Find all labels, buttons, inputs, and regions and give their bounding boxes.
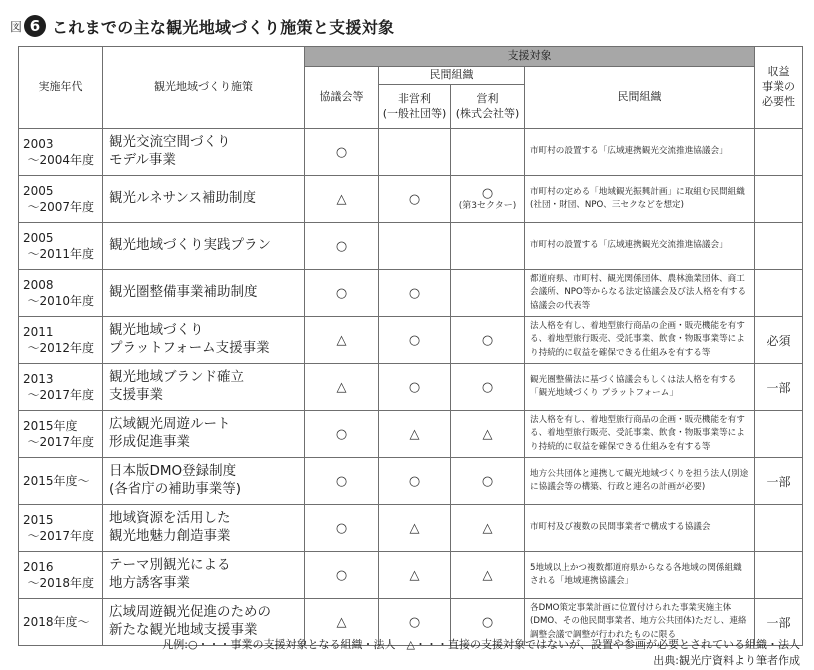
- cell-nonprofit: ○: [379, 458, 451, 505]
- cell-private-org: 市町村の設置する「広域連携観光交流推進協議会」: [525, 223, 755, 270]
- cell-revenue-need: 一部: [755, 599, 803, 646]
- cell-nonprofit: △: [379, 505, 451, 552]
- year-start: 2018年度～: [23, 614, 90, 629]
- profit-mark: ○: [481, 473, 494, 489]
- year-start: 2015年度～: [23, 473, 90, 488]
- cell-policy: [103, 317, 305, 364]
- cell-revenue-need: [755, 505, 803, 552]
- cell-profit: [451, 176, 525, 223]
- policy-line-1: 観光ルネサンス補助制度: [109, 190, 257, 207]
- policy-line-2: 観光地魅力創造事業: [109, 528, 231, 544]
- figure-number-badge: 6: [24, 15, 46, 37]
- policy-line-2: 地方誘客事業: [109, 575, 190, 591]
- header-revenue-l2: 事業の: [762, 80, 795, 94]
- cell-profit: [451, 411, 525, 458]
- cell-nonprofit: ○: [379, 176, 451, 223]
- cell-private-org: 5地域以上かつ複数都道府県からなる各地域の関係組織される「地域連携協議会」: [525, 552, 755, 599]
- profit-mark: △: [482, 426, 493, 442]
- policy-line-1: 観光地域ブランド確立: [109, 369, 244, 386]
- cell-year: [19, 552, 103, 599]
- year-start: 2015年度: [23, 418, 78, 433]
- cell-revenue-need: [755, 223, 803, 270]
- cell-policy: [103, 176, 305, 223]
- cell-nonprofit: ○: [379, 599, 451, 646]
- table-row: [19, 552, 803, 599]
- year-start: 2016: [23, 559, 54, 574]
- cell-nonprofit: ○: [379, 364, 451, 411]
- figure-title-text: これまでの主な観光地域づくり施策と支援対象: [52, 17, 395, 37]
- year-end: ～2007年度: [27, 200, 94, 214]
- year-end: ～2004年度: [27, 153, 94, 167]
- table-row: [19, 364, 803, 411]
- cell-year: [19, 458, 103, 505]
- header-council: 協議会等: [305, 67, 379, 129]
- policy-table: [18, 46, 803, 646]
- cell-year: [19, 411, 103, 458]
- header-revenue-l3: 必要性: [762, 94, 795, 108]
- policy-line-2: 形成促進事業: [109, 434, 190, 450]
- cell-profit: [451, 364, 525, 411]
- source-note: 出典:観光庁資料より筆者作成: [653, 654, 800, 667]
- year-end: ～2012年度: [27, 341, 94, 355]
- cell-nonprofit: △: [379, 411, 451, 458]
- cell-nonprofit: ○: [379, 270, 451, 317]
- cell-council: △: [305, 317, 379, 364]
- policy-line-2: 支援事業: [109, 387, 163, 403]
- table-row: [19, 317, 803, 364]
- cell-year: [19, 599, 103, 646]
- cell-policy: [103, 364, 305, 411]
- policy-line-2: (各省庁の補助事業等): [109, 481, 242, 497]
- year-end: ～2017年度: [27, 388, 94, 402]
- cell-nonprofit: △: [379, 552, 451, 599]
- policy-line-2: プラットフォーム支援事業: [109, 340, 270, 356]
- cell-nonprofit: ○: [379, 317, 451, 364]
- cell-revenue-need: [755, 176, 803, 223]
- figure-label: 図: [10, 19, 23, 34]
- policy-line-1: 地域資源を活用した: [109, 510, 231, 527]
- cell-year: [19, 223, 103, 270]
- cell-policy: [103, 552, 305, 599]
- table-row: [19, 223, 803, 270]
- cell-private-org: 市町村及び複数の民間事業者で構成する協議会: [525, 505, 755, 552]
- cell-policy: [103, 223, 305, 270]
- cell-council: △: [305, 176, 379, 223]
- cell-private-org: 都道府県、市町村、観光関係団体、農林漁業団体、商工会議所、NPO等からなる法定協議会及び法人格を有する協議会の代表等: [525, 270, 755, 317]
- cell-council: ○: [305, 552, 379, 599]
- cell-private-org: 法人格を有し、着地型旅行商品の企画・販売機能を有する、着地型旅行販売、受託事業、飲食・物販事業等により持続的に収益を確保できる仕組みを有する等: [525, 317, 755, 364]
- cell-private-org: 各DMO策定事業計画に位置付けられた事業実施主体(DMO、その他民間事業者、地方公共団体)ただし、連絡調整会議で調整が行われたものに限る: [525, 599, 755, 646]
- cell-year: [19, 317, 103, 364]
- cell-revenue-need: 必須: [755, 317, 803, 364]
- cell-revenue-need: 一部: [755, 364, 803, 411]
- cell-profit: [451, 458, 525, 505]
- profit-mark: ○: [481, 186, 494, 202]
- year-start: 2005: [23, 183, 54, 198]
- year-end: ～2010年度: [27, 294, 94, 308]
- cell-profit: [451, 223, 525, 270]
- legend-note: 凡例:○・・・事業の支援対象となる組織・法人 △・・・直接の支援対象ではないが、設置や参画が必要とされている組織・法人: [162, 638, 800, 651]
- cell-nonprofit: [379, 129, 451, 176]
- cell-council: ○: [305, 458, 379, 505]
- cell-revenue-need: [755, 552, 803, 599]
- cell-policy: [103, 411, 305, 458]
- table-row: [19, 270, 803, 317]
- cell-council: ○: [305, 411, 379, 458]
- cell-profit: [451, 505, 525, 552]
- cell-profit: [451, 129, 525, 176]
- year-start: 2008: [23, 277, 54, 292]
- year-end: ～2018年度: [27, 576, 94, 590]
- profit-note: (第3セクター): [458, 201, 517, 212]
- year-start: 2003: [23, 136, 54, 151]
- cell-council: ○: [305, 505, 379, 552]
- header-revenue-l1: 収益: [767, 65, 790, 79]
- cell-year: [19, 364, 103, 411]
- cell-year: [19, 176, 103, 223]
- table-row: [19, 458, 803, 505]
- cell-private-org: 市町村の設置する「広域連携観光交流推進協議会」: [525, 129, 755, 176]
- cell-private-org: 観光圏整備法に基づく協議会もしくは法人格を有する「観光地域づくり プラットフォーム」: [525, 364, 755, 411]
- cell-profit: [451, 270, 525, 317]
- year-start: 2011: [23, 324, 54, 339]
- header-private-org-group: 民間組織: [379, 67, 525, 85]
- cell-private-org: 市町村の定める「地域観光振興計画」に取組む民間組織(社団・財団、NPO、三セクなどを想定): [525, 176, 755, 223]
- cell-council: △: [305, 364, 379, 411]
- cell-nonprofit: [379, 223, 451, 270]
- year-start: 2013: [23, 371, 54, 386]
- header-year: 実施年代: [19, 47, 103, 129]
- policy-line-1: 日本版DMO登録制度: [109, 463, 237, 480]
- policy-line-2: モデル事業: [109, 152, 176, 168]
- cell-council: ○: [305, 129, 379, 176]
- header-nonprofit-l1: 非営利: [398, 91, 431, 105]
- cell-private-org: 法人格を有し、着地型旅行商品の企画・販売機能を有する、着地型旅行販売、受託事業、飲食・物販事業等により持続的に収益を確保できる仕組みを有する等: [525, 411, 755, 458]
- cell-year: [19, 129, 103, 176]
- header-nonprofit: [379, 85, 451, 129]
- policy-line-1: テーマ別観光による: [109, 557, 231, 574]
- cell-profit: [451, 552, 525, 599]
- table-row: [19, 505, 803, 552]
- year-start: 2005: [23, 230, 54, 245]
- figure-title: [10, 12, 394, 40]
- cell-revenue-need: [755, 411, 803, 458]
- header-nonprofit-l2: (一般社団等): [382, 106, 447, 120]
- header-support-target: 支援対象: [305, 47, 755, 67]
- table-row: [19, 176, 803, 223]
- cell-policy: [103, 270, 305, 317]
- cell-profit: [451, 317, 525, 364]
- cell-revenue-need: [755, 270, 803, 317]
- cell-policy: [103, 458, 305, 505]
- cell-council: ○: [305, 223, 379, 270]
- profit-mark: ○: [481, 332, 494, 348]
- header-profit-l2: (株式会社等): [455, 106, 520, 120]
- year-end: ～2017年度: [27, 529, 94, 543]
- cell-revenue-need: [755, 129, 803, 176]
- table-row: [19, 129, 803, 176]
- profit-mark: △: [482, 520, 493, 536]
- policy-line-1: 観光圏整備事業補助制度: [109, 284, 258, 301]
- policy-line-2: 新たな観光地域支援事業: [109, 622, 258, 638]
- cell-year: [19, 270, 103, 317]
- table-row: [19, 411, 803, 458]
- header-revenue-need: [755, 47, 803, 129]
- header-profit: [451, 85, 525, 129]
- header-private-org-detail: 民間組織: [525, 67, 755, 129]
- cell-council: △: [305, 599, 379, 646]
- cell-policy: [103, 505, 305, 552]
- year-end: ～2017年度: [27, 435, 94, 449]
- cell-revenue-need: 一部: [755, 458, 803, 505]
- policy-line-1: 観光地域づくり実践プラン: [109, 237, 271, 254]
- cell-policy: [103, 129, 305, 176]
- policy-line-1: 観光交流空間づくり: [109, 134, 231, 151]
- header-profit-l1: 営利: [476, 91, 499, 105]
- profit-mark: ○: [481, 614, 494, 630]
- cell-private-org: 地方公共団体と連携して観光地域づくりを担う法人(別途に協議会等の構築、行政と連名の計画が必要): [525, 458, 755, 505]
- year-start: 2015: [23, 512, 54, 527]
- profit-mark: ○: [481, 379, 494, 395]
- cell-year: [19, 505, 103, 552]
- year-end: ～2011年度: [27, 247, 94, 261]
- policy-line-1: 広域観光周遊ルート: [109, 416, 231, 433]
- policy-line-1: 観光地域づくり: [109, 322, 204, 339]
- header-policy: 観光地域づくり施策: [103, 47, 305, 129]
- cell-council: ○: [305, 270, 379, 317]
- profit-mark: △: [482, 567, 493, 583]
- policy-line-1: 広域周遊観光促進のための: [109, 604, 271, 621]
